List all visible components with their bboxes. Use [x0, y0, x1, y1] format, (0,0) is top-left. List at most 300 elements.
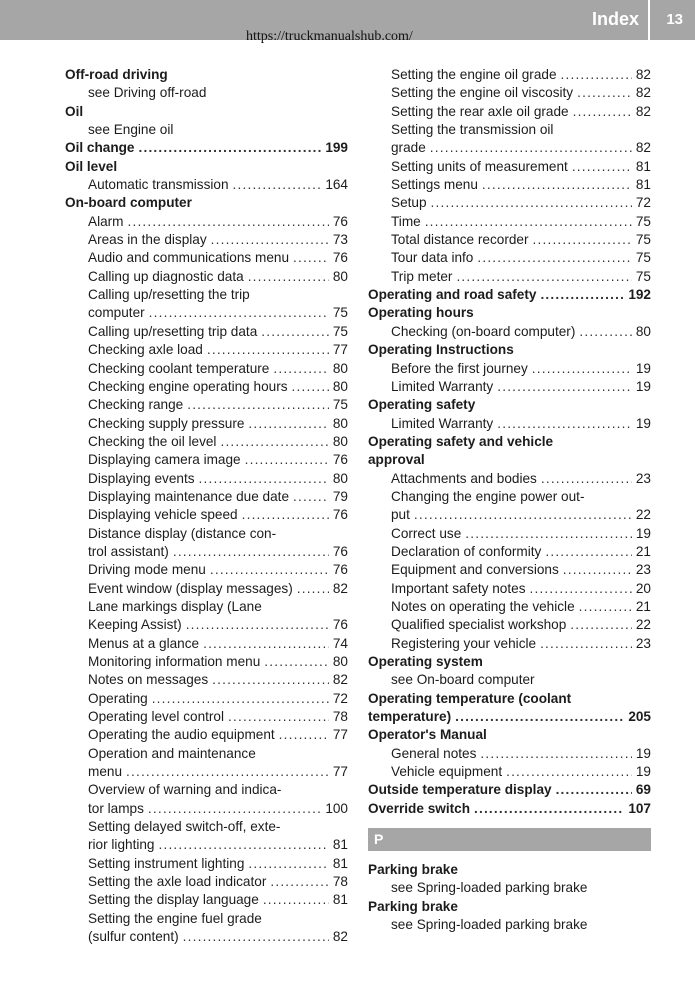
- dot-leader: [477, 249, 632, 267]
- page-reference: 78: [332, 709, 348, 725]
- entry-text: Qualified specialist workshop: [391, 617, 567, 633]
- dot-leader: [128, 213, 329, 231]
- entry-text: Operation and maintenance: [88, 745, 256, 761]
- dot-leader: [540, 286, 624, 304]
- dot-leader: [248, 268, 329, 286]
- index-subentry: [368, 506, 651, 524]
- dot-leader: [248, 415, 328, 433]
- dot-leader: [480, 745, 631, 763]
- page-reference: 76: [332, 452, 348, 468]
- index-subentry: [368, 879, 651, 897]
- entry-text: Registering your vehicle: [391, 635, 537, 651]
- index-heading: [368, 286, 651, 304]
- entry-text: Operator's Manual: [368, 727, 487, 743]
- entry-text: Checking coolant temperature: [88, 360, 270, 376]
- index-subentry: [65, 928, 348, 946]
- dot-leader: [152, 690, 329, 708]
- entry-text: Audio and communications menu: [88, 250, 289, 266]
- index-subentry: [65, 506, 348, 524]
- entry-text: Checking the oil level: [88, 433, 217, 449]
- entry-text: Trip meter: [391, 268, 453, 284]
- index-subentry: [368, 213, 651, 231]
- entry-text: Off-road driving: [65, 67, 168, 82]
- index-subentry: [65, 341, 348, 359]
- dot-leader: [497, 378, 632, 396]
- entry-text: Limited Warranty: [391, 415, 494, 431]
- dot-leader: [482, 176, 632, 194]
- index-subentry: [368, 470, 651, 488]
- page-reference: 19: [635, 360, 651, 376]
- entry-text: Settings menu: [391, 177, 478, 193]
- index-subentry: [65, 690, 348, 708]
- entry-text: Displaying events: [88, 470, 195, 486]
- index-heading: [368, 898, 651, 916]
- dot-leader: [545, 543, 632, 561]
- index-subentry: [65, 763, 348, 781]
- page-reference: 100: [325, 800, 348, 816]
- entry-text: Calling up/resetting the trip: [88, 287, 250, 303]
- entry-text: Checking engine operating hours: [88, 378, 288, 394]
- index-subentry: [368, 488, 651, 506]
- entry-text: Setting the display language: [88, 892, 259, 908]
- index-subentry: [65, 525, 348, 543]
- index-subentry: [65, 249, 348, 267]
- dot-leader: [245, 451, 329, 469]
- index-subentry: [65, 268, 348, 286]
- page-reference: 205: [628, 709, 651, 725]
- index-subentry: [65, 671, 348, 689]
- index-subentry: [65, 616, 348, 634]
- page-reference: 21: [635, 543, 651, 559]
- index-heading: [368, 800, 651, 818]
- page-reference: 22: [635, 617, 651, 633]
- index-subentry: [368, 763, 651, 781]
- page-reference: 75: [332, 323, 348, 339]
- dot-leader: [273, 360, 329, 378]
- entry-text: Limited Warranty: [391, 378, 494, 394]
- dot-leader: [207, 341, 329, 359]
- entry-text: see Engine oil: [88, 122, 174, 138]
- dot-leader: [173, 543, 329, 561]
- dot-leader: [541, 470, 632, 488]
- index-subentry: [65, 836, 348, 854]
- entry-text: menu: [88, 764, 123, 780]
- entry-text: Setting the engine oil grade: [391, 67, 557, 82]
- page-reference: 81: [635, 177, 651, 193]
- dot-leader: [211, 231, 329, 249]
- page-reference: 23: [635, 470, 651, 486]
- entry-text: Attachments and bodies: [391, 470, 537, 486]
- entry-text: Operating: [88, 690, 148, 706]
- page-reference: 76: [332, 617, 348, 633]
- dot-leader: [263, 891, 329, 909]
- entry-text: Setup: [391, 195, 427, 211]
- index-subentry: [368, 580, 651, 598]
- entry-text: Areas in the display: [88, 232, 207, 248]
- entry-text: Total distance recorder: [391, 232, 529, 248]
- index-subentry: [65, 580, 348, 598]
- index-subentry: [65, 470, 348, 488]
- entry-text: Operating level control: [88, 709, 225, 725]
- dot-leader: [248, 855, 328, 873]
- entry-text: tor lamps: [88, 800, 144, 816]
- entry-text: Setting the engine oil viscosity: [391, 85, 574, 101]
- index-heading: [65, 158, 348, 176]
- entry-text: Operating and road safety: [368, 287, 537, 303]
- dot-leader: [199, 470, 329, 488]
- page-reference: 72: [332, 690, 348, 706]
- entry-text: Keeping Assist): [88, 617, 182, 633]
- dot-leader: [506, 763, 632, 781]
- index-subentry: [368, 66, 651, 84]
- page-reference: 76: [332, 507, 348, 523]
- index-subentry: [65, 378, 348, 396]
- entry-text: Setting the engine fuel grade: [88, 910, 262, 926]
- page-reference: 82: [332, 929, 348, 945]
- page-reference: 82: [635, 85, 651, 101]
- index-subentry: [368, 323, 651, 341]
- dot-leader: [430, 139, 632, 157]
- index-heading: [368, 433, 651, 451]
- index-subentry: [368, 616, 651, 634]
- index-subentry: [368, 671, 651, 689]
- page-reference: 80: [332, 433, 348, 449]
- entry-text: Distance display (distance con-: [88, 525, 277, 541]
- index-subentry: [368, 745, 651, 763]
- index-heading: [65, 103, 348, 121]
- dot-leader: [183, 928, 329, 946]
- index-heading: [368, 396, 651, 414]
- page-reference: 76: [332, 250, 348, 266]
- entry-text: Oil: [65, 103, 84, 119]
- index-subentry: [65, 304, 348, 322]
- entry-text: Notes on operating the vehicle: [391, 598, 575, 614]
- index-subentry: [368, 194, 651, 212]
- index-subentry: [65, 635, 348, 653]
- entry-text: Oil level: [65, 158, 118, 174]
- page-reference: 77: [332, 764, 348, 780]
- page-reference: 80: [332, 654, 348, 669]
- entry-text: Setting the rear axle oil grade: [391, 103, 569, 119]
- index-subentry: [368, 916, 651, 934]
- dot-leader: [533, 231, 632, 249]
- page-reference: 82: [635, 67, 651, 82]
- index-subentry: [65, 323, 348, 341]
- dot-leader: [455, 708, 624, 726]
- entry-text: Declaration of conformity: [391, 543, 542, 559]
- entry-text: Operating the audio equipment: [88, 727, 275, 743]
- dot-leader: [579, 598, 632, 616]
- page-reference: 76: [332, 213, 348, 229]
- entry-text: On-board computer: [65, 195, 192, 211]
- entry-text: grade: [391, 140, 426, 156]
- dot-leader: [425, 213, 632, 231]
- dot-leader: [149, 304, 329, 322]
- page-reference: 75: [635, 213, 651, 229]
- index-subentry: [368, 158, 651, 176]
- dot-leader: [203, 635, 329, 653]
- page-reference: 76: [332, 562, 348, 578]
- page-reference: 72: [635, 195, 651, 211]
- index-heading: [368, 653, 651, 671]
- entry-text: see Spring-loaded parking brake: [391, 917, 588, 933]
- index-subentry: [368, 378, 651, 396]
- dot-leader: [570, 616, 632, 634]
- page-number: 13: [666, 11, 683, 28]
- index-subentry: [368, 525, 651, 543]
- page-reference: 19: [635, 745, 651, 761]
- index-subentry: [368, 598, 651, 616]
- index-subentry: [65, 176, 348, 194]
- entry-text: Vehicle equipment: [391, 764, 503, 780]
- page-reference: 78: [332, 874, 348, 890]
- index-subentry: [368, 268, 651, 286]
- dot-leader: [279, 726, 329, 744]
- index-subentry: [368, 561, 651, 579]
- index-heading: [368, 781, 651, 799]
- entry-text: Displaying vehicle speed: [88, 507, 238, 523]
- entry-text: Important safety notes: [391, 580, 526, 596]
- index-subentry: [65, 745, 348, 763]
- page-reference: 21: [635, 598, 651, 614]
- index-subentry: [65, 891, 348, 909]
- page-reference: 164: [325, 177, 348, 193]
- entry-text: Operating safety: [368, 397, 476, 413]
- page-reference: 75: [332, 397, 348, 413]
- entry-text: Checking supply pressure: [88, 415, 245, 431]
- page-reference: 81: [332, 837, 348, 853]
- entry-text: Lane markings display (Lane: [88, 598, 262, 614]
- entry-text: Setting units of measurement: [391, 158, 568, 174]
- index-subentry: [368, 231, 651, 249]
- page-reference: 69: [635, 782, 651, 798]
- dot-leader: [414, 506, 632, 524]
- index-heading: [65, 194, 348, 212]
- index-subentry: [368, 543, 651, 561]
- index-subentry: [368, 249, 651, 267]
- entry-text: see Driving off-road: [88, 85, 207, 101]
- index-subentry: [65, 653, 348, 671]
- dot-leader: [187, 396, 329, 414]
- entry-text: Setting delayed switch-off, exte-: [88, 819, 281, 835]
- index-subentry: [65, 488, 348, 506]
- dot-leader: [573, 103, 632, 121]
- index-subentry: [368, 360, 651, 378]
- entry-text: Parking brake: [368, 898, 458, 914]
- dot-leader: [293, 249, 329, 267]
- page-reference: 76: [332, 543, 348, 559]
- entry-text: Changing the engine power out-: [391, 488, 585, 504]
- entry-text: Displaying maintenance due date: [88, 488, 290, 504]
- index-subentry: [65, 396, 348, 414]
- entry-text: trol assistant): [88, 543, 169, 559]
- dot-leader: [126, 763, 329, 781]
- dot-leader: [264, 653, 329, 671]
- page-reference: 81: [332, 855, 348, 871]
- page-reference: 82: [635, 140, 651, 156]
- page-reference: 74: [332, 635, 348, 651]
- dot-leader: [577, 84, 632, 102]
- page-reference: 199: [325, 140, 348, 156]
- entry-text: temperature): [368, 709, 452, 725]
- page-reference: 23: [635, 635, 651, 651]
- dot-leader: [556, 781, 632, 799]
- index-heading: [368, 304, 651, 322]
- index-subentry: [65, 708, 348, 726]
- entry-text: Calling up diagnostic data: [88, 268, 244, 284]
- entry-text: General notes: [391, 745, 477, 761]
- entry-text: Correct use: [391, 525, 462, 541]
- dot-leader: [563, 561, 632, 579]
- dot-leader: [579, 323, 632, 341]
- entry-text: Outside temperature display: [368, 782, 552, 798]
- index-heading: [368, 726, 651, 744]
- page-reference: 80: [332, 415, 348, 431]
- entry-text: Setting the transmission oil: [391, 122, 554, 138]
- index-heading: [65, 66, 348, 84]
- entry-text: Operating temperature (coolant: [368, 690, 572, 706]
- page-reference: 82: [332, 580, 348, 596]
- index-subentry: [368, 635, 651, 653]
- page-reference: 80: [635, 323, 651, 339]
- dot-leader: [572, 158, 632, 176]
- index-subentry: [368, 103, 651, 121]
- page-reference: 82: [635, 103, 651, 119]
- page-reference: 73: [332, 232, 348, 248]
- page-reference: 77: [332, 727, 348, 743]
- index-subentry: [65, 286, 348, 304]
- dot-leader: [561, 66, 632, 84]
- page-reference: 75: [635, 250, 651, 266]
- entry-text: Equipment and conversions: [391, 562, 559, 578]
- index-subentry: [65, 873, 348, 891]
- index-subentry: [65, 598, 348, 616]
- dot-leader: [159, 836, 329, 854]
- index-subentry: [65, 561, 348, 579]
- index-heading: [65, 139, 348, 157]
- index-subentry: [65, 910, 348, 928]
- dot-leader: [212, 671, 329, 689]
- index-subentry: [65, 121, 348, 139]
- index-subentry: [65, 433, 348, 451]
- entry-text: Before the first journey: [391, 360, 528, 376]
- header-divider: [648, 0, 650, 40]
- index-subentry: [65, 855, 348, 873]
- dot-leader: [293, 488, 329, 506]
- dot-leader: [540, 635, 632, 653]
- entry-text: Setting instrument lighting: [88, 855, 245, 871]
- dot-leader: [186, 616, 329, 634]
- dot-leader: [530, 580, 632, 598]
- entry-text: Notes on messages: [88, 672, 209, 688]
- index-subentry: [65, 726, 348, 744]
- index-subentry: [65, 818, 348, 836]
- entry-text: Checking axle load: [88, 342, 203, 358]
- page-reference: 107: [628, 800, 651, 816]
- page-reference: 81: [635, 158, 651, 174]
- page-reference: 19: [635, 525, 651, 541]
- entry-text: Monitoring information menu: [88, 654, 261, 669]
- entry-text: Menus at a glance: [88, 635, 200, 651]
- page-reference: 82: [332, 672, 348, 688]
- index-heading: [368, 451, 651, 469]
- dot-leader: [532, 360, 632, 378]
- index-subentry: [65, 543, 348, 561]
- index-heading: [368, 341, 651, 359]
- entry-text: Alarm: [88, 213, 124, 229]
- entry-text: Time: [391, 213, 421, 229]
- entry-text: see Spring-loaded parking brake: [391, 880, 588, 896]
- page-reference: 192: [628, 287, 651, 303]
- index-subentry: [65, 415, 348, 433]
- entry-text: Setting the axle load indicator: [88, 874, 267, 890]
- index-subentry: [368, 84, 651, 102]
- entry-text: put: [391, 507, 410, 523]
- page-reference: 75: [635, 232, 651, 248]
- index-column-left: [65, 66, 348, 947]
- index-subentry: [368, 415, 651, 433]
- page-reference: 19: [635, 764, 651, 780]
- source-url: https://truckmanualshub.com/: [246, 29, 413, 44]
- dot-leader: [431, 194, 632, 212]
- page-reference: 20: [635, 580, 651, 596]
- index-subentry: [368, 121, 651, 139]
- section-title: Index: [591, 9, 639, 29]
- index-subentry: [65, 213, 348, 231]
- dot-leader: [474, 800, 624, 818]
- dot-leader: [292, 378, 329, 396]
- index-heading: [368, 861, 651, 879]
- page-reference: 77: [332, 342, 348, 358]
- entry-text: Overview of warning and indica-: [88, 782, 282, 798]
- entry-text: Calling up/resetting trip data: [88, 323, 258, 339]
- index-subentry: [368, 176, 651, 194]
- entry-text: Operating hours: [368, 305, 474, 321]
- entry-text: Checking range: [88, 397, 184, 413]
- page-reference: 80: [332, 268, 348, 284]
- dot-leader: [242, 506, 329, 524]
- page-reference: 80: [332, 360, 348, 376]
- index-column-right: [368, 66, 651, 934]
- page-reference: 80: [332, 378, 348, 394]
- entry-text: (sulfur content): [88, 929, 179, 945]
- page-reference: 80: [332, 470, 348, 486]
- page-reference: 19: [635, 378, 651, 394]
- entry-text: approval: [368, 452, 425, 468]
- entry-text: Operating safety and vehicle: [368, 433, 554, 449]
- dot-leader: [228, 708, 329, 726]
- entry-text: Operating system: [368, 654, 483, 669]
- index-heading: [368, 708, 651, 726]
- page-reference: 22: [635, 507, 651, 523]
- dot-leader: [220, 433, 328, 451]
- dot-leader: [465, 525, 632, 543]
- entry-text: Oil change: [65, 140, 135, 156]
- index-subentry: [65, 84, 348, 102]
- entry-text: Override switch: [368, 800, 470, 816]
- dot-leader: [148, 800, 321, 818]
- entry-text: Checking (on-board computer): [391, 323, 576, 339]
- index-subentry: [65, 781, 348, 799]
- page-reference: 79: [332, 488, 348, 504]
- dot-leader: [497, 415, 632, 433]
- entry-text: Driving mode menu: [88, 562, 206, 578]
- page-reference: 19: [635, 415, 651, 431]
- entry-text: Operating Instructions: [368, 342, 514, 358]
- dot-leader: [210, 561, 329, 579]
- page-reference: 81: [332, 892, 348, 908]
- entry-text: Automatic transmission: [88, 177, 229, 193]
